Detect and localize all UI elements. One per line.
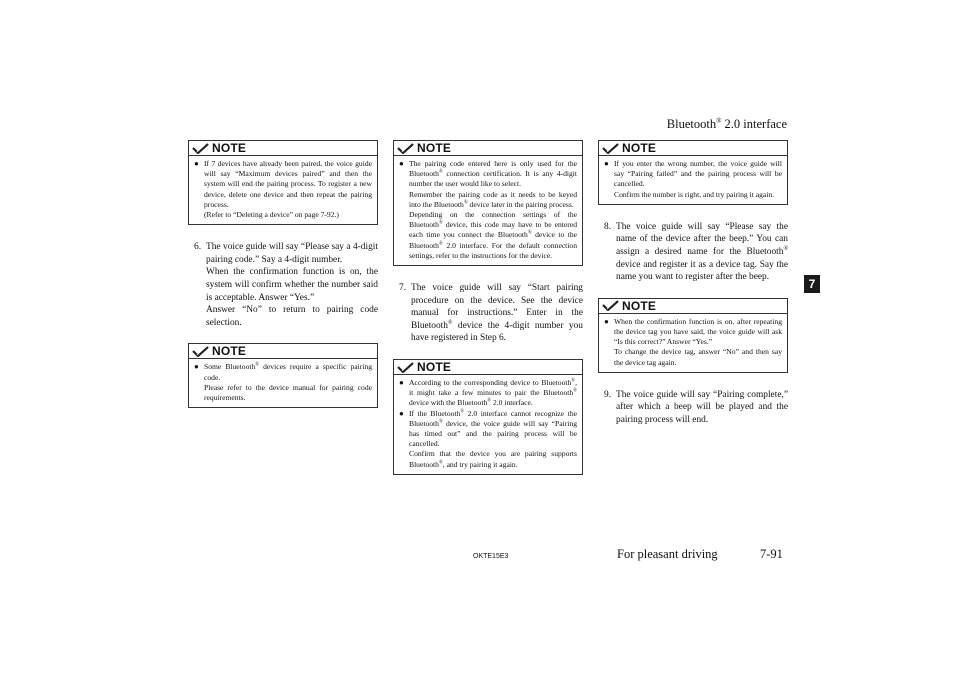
step-9: 9. The voice guide will say “Pairing complete,” after which a beep will be played and the pairing process will end. <box>604 389 788 425</box>
note-bullet: ● If 7 devices have already been paired, the voice guide will say “Maximum devices paired” and then the system will end the pairing process. To register a new device, delete one device and then repeat the pairing process. (Refer to “Deleting a device” on page 7-92.) <box>194 159 372 220</box>
column-2 <box>393 140 583 491</box>
note-label: NOTE <box>622 298 657 313</box>
note-pencil-icon <box>602 143 620 154</box>
note-bullet: ● Some Bluetooth® devices require a specific pairing code. Please refer to the device manual for pairing code requirements. <box>194 362 372 403</box>
note-bullet: ● The pairing code entered here is only used for the Bluetooth® connection certification. It is any 4-digit number the user would like to select. Remember the pairing code as it needs to be keyed into the Bluetooth® device later in the pairing process. Depending on the connection settings of the Bluetooth® device, this code may have to be entered each time you connect the Bluetooth® device to the Bluetooth® 2.0 interface. For the default connection settings, refer to the instructions for the device. <box>399 159 577 261</box>
step-7: 7. The voice guide will say “Start pairing procedure on the device. See the device manual for instructions.” Enter in the Bluetooth® device the 4-digit number you have registered in Step 6. <box>399 283 583 344</box>
note-box <box>188 343 378 408</box>
note-box <box>598 298 788 373</box>
document-code: OKTE15E3 <box>473 553 509 560</box>
note-pencil-icon <box>192 346 210 357</box>
step-6: 6. The voice guide will say “Please say a 4-digit pairing code.” Say a 4-digit number. When the confirmation function is on, the system will confirm whether the number said is acceptable. Answer “Yes.” Answer “No” to return to pairing code selection. <box>194 242 378 328</box>
note-header <box>394 141 582 156</box>
note-label: NOTE <box>212 141 247 155</box>
page-number: 7-91 <box>760 547 783 561</box>
note-bullet: ● When the confirmation function is on, after repeating the device tag you have said, the voice guide will ask “Is this correct?” Answer “Yes.” To change the device tag, answer “No” and then say the device tag again. <box>604 317 782 368</box>
note-header <box>599 299 787 314</box>
note-bullet: ● If the Bluetooth® 2.0 interface cannot recognize the Bluetooth® device, the voice guide will say “Pairing has timed out” and the pairing process will be cancelled. Confirm that the device you are pairing supports Bluetooth®, and try pairing it again. <box>399 409 577 470</box>
note-pencil-icon <box>397 143 415 154</box>
note-bullet: ● According to the corresponding device to Bluetooth®, it might take a few minutes to pair the Bluetooth® device with the Bluetooth® 2.0 interface. <box>399 378 577 409</box>
note-pencil-icon <box>397 362 415 373</box>
note-label: NOTE <box>622 141 657 155</box>
note-box <box>188 140 378 225</box>
note-pencil-icon <box>192 143 210 154</box>
step-8: 8. The voice guide will say “Please say the name of the device after the beep.” You can assign a desired name for the Bluetooth® device and register it as a device tag. Say the name you want to register after the beep. <box>604 221 788 283</box>
column-1 <box>188 140 378 424</box>
note-label: NOTE <box>417 360 452 374</box>
note-header <box>189 344 377 359</box>
note-box <box>393 359 583 475</box>
column-3 <box>598 140 788 441</box>
section-title: For pleasant driving <box>617 547 718 561</box>
running-header: Bluetooth® 2.0 interface <box>666 117 787 132</box>
chapter-tab: 7 <box>804 275 820 293</box>
note-box <box>598 140 788 205</box>
note-box <box>393 140 583 266</box>
note-header <box>599 141 787 156</box>
note-pencil-icon <box>602 300 620 311</box>
note-header <box>189 141 377 156</box>
note-label: NOTE <box>417 141 452 155</box>
note-label: NOTE <box>212 344 247 359</box>
note-header <box>394 360 582 375</box>
note-bullet: ● If you enter the wrong number, the voice guide will say “Pairing failed” and the pairing process will be cancelled. Confirm the number is right, and try pairing it again. <box>604 159 782 200</box>
